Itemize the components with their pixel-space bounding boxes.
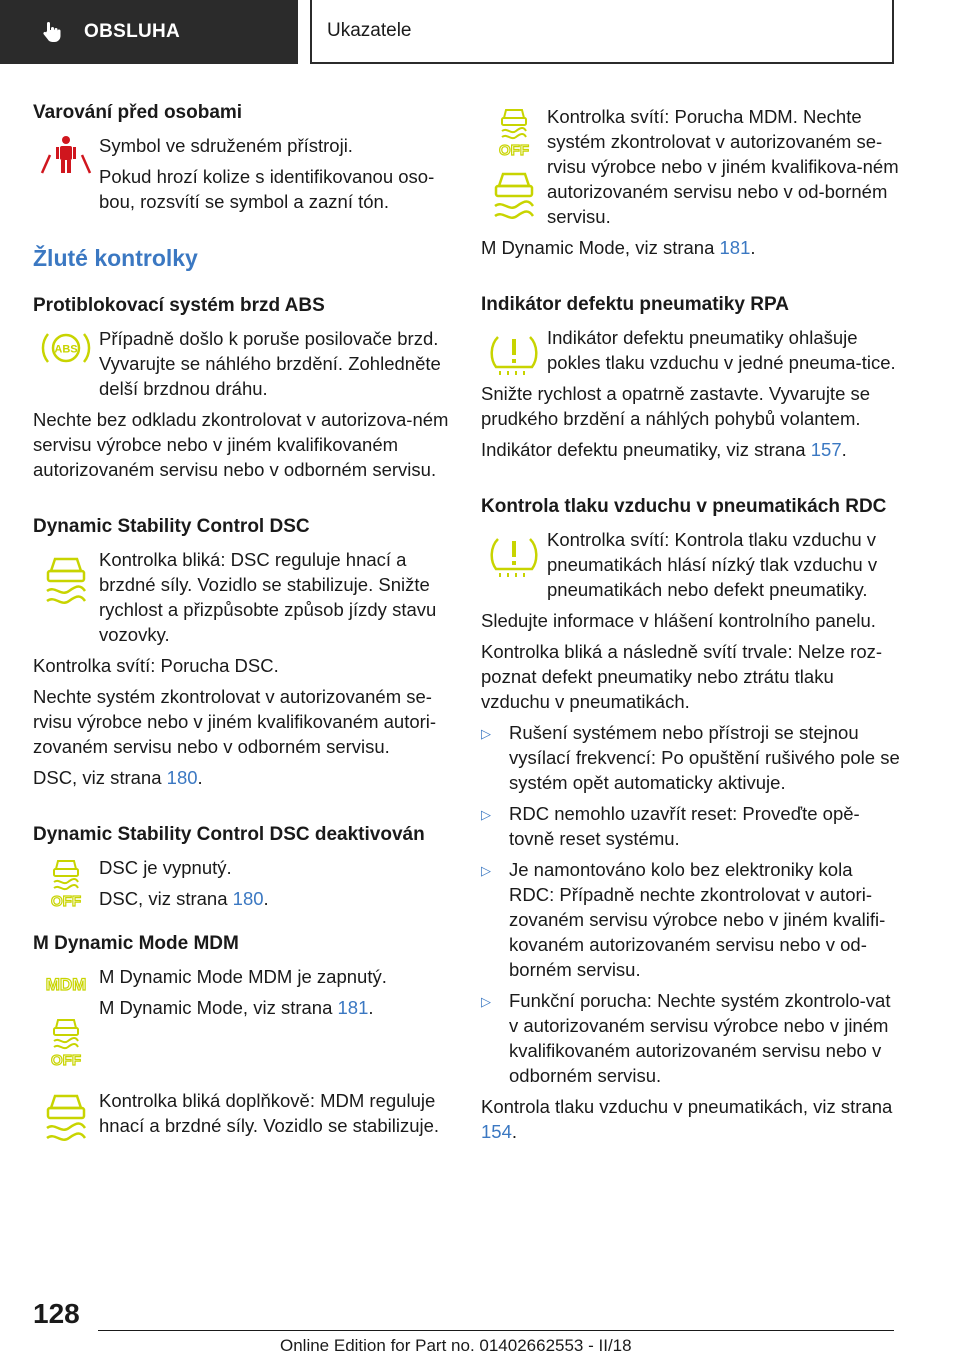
hand-pointer-icon bbox=[40, 20, 64, 44]
cross-reference: DSC, viz strana 180. bbox=[99, 888, 269, 909]
icon-text-row bbox=[481, 527, 901, 608]
section-tab bbox=[0, 0, 298, 64]
section-title: Žluté kontrolky bbox=[33, 245, 198, 271]
dsc-skid-icon bbox=[41, 1088, 91, 1144]
paragraph: DSC je vypnutý. bbox=[99, 857, 232, 878]
dsc-skid-icon bbox=[41, 551, 91, 607]
paragraph: Kontrolka bliká a následně svítí trvale: Nelze roz-poznat defekt pneumatiky nebo ztrátu tlaku vzduchu v pneumatikách. bbox=[481, 641, 883, 712]
section-heading: Dynamic Stability Control DSC deaktivován bbox=[33, 824, 425, 845]
cross-reference: Kontrola tlaku vzduchu v pneumatikách, viz strana 154. bbox=[481, 1096, 893, 1142]
paragraph: Nechte systém zkontrolovat v autorizovaném se-rvisu výrobce nebo v jiném kvalifikovaném autori-zovaném servisu nebo v odborném servisu. bbox=[33, 686, 437, 757]
tire-warning-icon bbox=[488, 531, 540, 579]
svg-text:OFF: OFF bbox=[499, 142, 529, 159]
icon-text-row bbox=[33, 964, 453, 1070]
cross-reference: Indikátor defektu pneumatiky, viz strana 157. bbox=[481, 439, 847, 460]
section-heading: Kontrola tlaku vzduchu v pneumatikách RDC bbox=[481, 496, 887, 517]
section-heading: Varování před osobami bbox=[33, 102, 243, 123]
triangle-bullet-icon: ▷ bbox=[481, 994, 491, 1009]
page-link[interactable]: 157 bbox=[810, 439, 842, 460]
paragraph: M Dynamic Mode MDM je zapnutý. bbox=[99, 966, 387, 987]
icon-text-row bbox=[33, 1088, 453, 1144]
paragraph: Kontrolka svítí: Porucha DSC. bbox=[33, 655, 279, 676]
section-heading: M Dynamic Mode MDM bbox=[33, 933, 239, 954]
triangle-bullet-icon: ▷ bbox=[481, 726, 491, 741]
mdm-icon bbox=[38, 970, 94, 998]
dsc-off-icon bbox=[46, 855, 86, 911]
float-block bbox=[33, 547, 453, 653]
list-item: ▷ RDC nemohlo uzavřít reset: Proveďte opě-tovně reset systému. bbox=[481, 803, 860, 849]
chapter-tab bbox=[310, 0, 894, 64]
page-link[interactable]: 180 bbox=[166, 767, 198, 788]
section-heading: Protiblokovací systém brzd ABS bbox=[33, 295, 325, 316]
paragraph: Pokud hrozí kolize s identifikovanou oso-bou, rozsvítí se symbol a zazní tón. bbox=[99, 166, 435, 212]
list-item: ▷ Rušení systémem nebo přístroji se stejnou vysílací frekvencí: Po opuštění rušivého pole se systém opět automaticky aktivuje. bbox=[481, 722, 900, 793]
paragraph: Kontrolka bliká doplňkově: MDM reguluje hnací a brzdné síly. Vozidlo se stabilizuje. bbox=[99, 1090, 440, 1136]
svg-text:OFF: OFF bbox=[51, 1052, 81, 1069]
page-link[interactable]: 180 bbox=[232, 888, 264, 909]
section-heading: Indikátor defektu pneumatiky RPA bbox=[481, 294, 789, 315]
list-item: ▷ Funkční porucha: Nechte systém zkontrolo-vat v autorizovaném servisu výrobce nebo v jiném kvalifikovaném autorizovaném servisu nebo v odborném servisu. bbox=[481, 990, 891, 1086]
left-column bbox=[33, 100, 453, 1144]
icon-text-row bbox=[33, 326, 453, 407]
paragraph: Případně došlo k poruše posilovače brzd. Vyvarujte se náhlého brzdění. Zohledněte delší brzdnou dráhu. bbox=[99, 328, 441, 399]
edition-note: Online Edition for Part no. 01402662553 - II/18 bbox=[280, 1336, 632, 1355]
right-column bbox=[481, 104, 901, 1150]
page-link[interactable]: 181 bbox=[719, 237, 751, 258]
paragraph: Sledujte informace v hlášení kontrolního panelu. bbox=[481, 610, 876, 631]
triangle-bullet-icon: ▷ bbox=[481, 863, 491, 878]
svg-text:ABS: ABS bbox=[54, 343, 78, 356]
cross-reference: M Dynamic Mode, viz strana 181. bbox=[481, 237, 756, 258]
section-label: OBSLUHA bbox=[84, 21, 181, 42]
icon-text-row bbox=[481, 325, 901, 381]
paragraph: Snižte rychlost a opatrně zastavte. Vyvarujte se prudkého brzdění a náhlých pohybů volantem. bbox=[481, 383, 871, 429]
paragraph: Kontrolka bliká: DSC reguluje hnací a brzdné síly. Vozidlo se stabilizuje. Snižte rychlost a přizpůsobte způsob jízdy stavu vozovky. bbox=[99, 549, 437, 645]
paragraph: Indikátor defektu pneumatiky ohlašuje pokles tlaku vzduchu v jedné pneuma-tice. bbox=[547, 327, 896, 373]
dsc-skid-icon bbox=[489, 166, 539, 222]
page-header bbox=[0, 0, 960, 66]
svg-text:OFF: OFF bbox=[51, 893, 81, 910]
pedestrian-warning-icon bbox=[38, 133, 94, 177]
list-item: ▷ Je namontováno kolo bez elektroniky kola RDC: Případně nechte zkontrolovat v autori-zovaném servisu výrobce nebo v jiném kvalifi-kovaném autorizovaném servisu nebo v od-borném servisu. bbox=[481, 859, 886, 980]
tire-warning-icon bbox=[488, 329, 540, 377]
paragraph: Kontrolka svítí: Kontrola tlaku vzduchu v pneumatikách hlásí nízký tlak vzduchu v pneumatikách nebo defekt pneumatiky. bbox=[547, 529, 878, 600]
mdm-off-icon bbox=[46, 1014, 86, 1070]
icon-text-row bbox=[33, 133, 453, 220]
paragraph: Nechte bez odkladu zkontrolovat v autorizova-ném servisu výrobce nebo v jiném kvalifikovaném autorizovaném servisu nebo v odborném servisu. bbox=[33, 409, 449, 480]
icon-text-row bbox=[481, 104, 901, 235]
triangle-bullet-icon: ▷ bbox=[481, 807, 491, 822]
page-link[interactable]: 181 bbox=[337, 997, 369, 1018]
abs-icon bbox=[40, 326, 92, 370]
page-number: 128 bbox=[33, 1298, 80, 1329]
dsc-off-icon bbox=[494, 104, 534, 160]
icon-text-row bbox=[33, 855, 453, 917]
section-heading: Dynamic Stability Control DSC bbox=[33, 516, 310, 537]
svg-text:MDM: MDM bbox=[45, 975, 87, 994]
page-link[interactable]: 154 bbox=[481, 1121, 512, 1142]
paragraph: Kontrolka svítí: Porucha MDM. Nechte systém zkontrolovat v autorizovaném se-rvisu výrobce nebo v jiném kvalifikova-ném autorizovaném servisu nebo v od-borném servisu. bbox=[547, 106, 899, 227]
cross-reference: M Dynamic Mode, viz strana 181. bbox=[99, 997, 374, 1018]
chapter-label: Ukazatele bbox=[327, 20, 412, 41]
paragraph: Symbol ve sdruženém přístroji. bbox=[99, 135, 353, 156]
cross-reference: DSC, viz strana 180. bbox=[33, 767, 203, 788]
footer-divider bbox=[98, 1330, 894, 1331]
